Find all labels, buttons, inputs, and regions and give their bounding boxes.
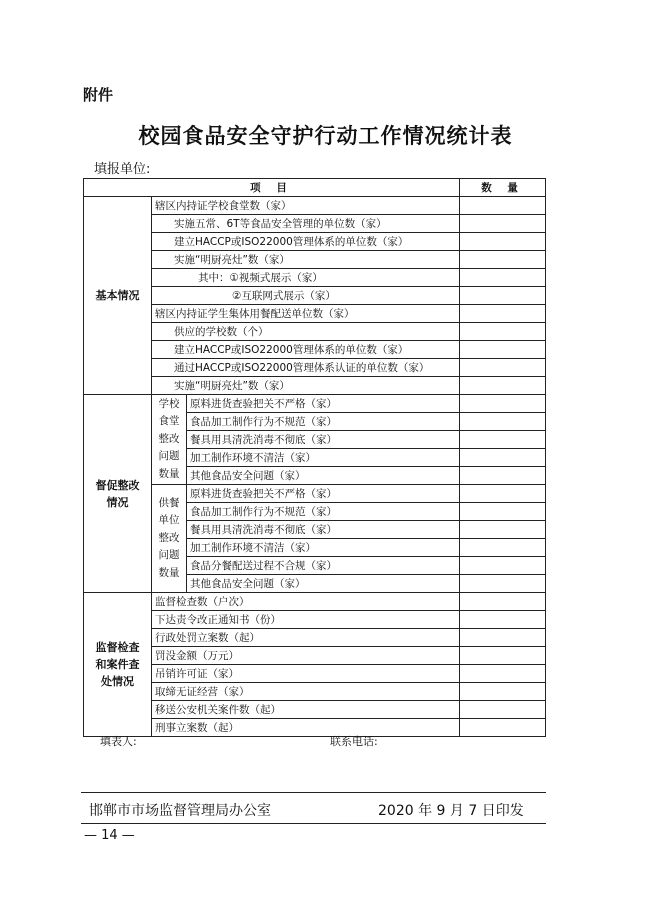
quantity-cell[interactable] [460, 233, 546, 251]
filler-label: 填表人: [100, 735, 137, 748]
table-row [84, 359, 546, 377]
table-row [84, 395, 546, 413]
row-label: 实施“明厨亮灶”数（家） [152, 377, 460, 395]
footer-top-rule [81, 792, 546, 793]
quantity-cell[interactable] [460, 467, 546, 485]
quantity-cell[interactable] [460, 521, 546, 539]
quantity-cell[interactable] [460, 593, 546, 611]
table-row [84, 683, 546, 701]
row-label: 建立HACCP或ISO22000管理体系的单位数（家） [152, 341, 460, 359]
table-row [84, 341, 546, 359]
column-header-item: 项 目 [84, 179, 460, 197]
quantity-cell[interactable] [460, 647, 546, 665]
row-label: 原料进货查验把关不严格（家） [187, 395, 460, 413]
phone-label: 联系电话: [330, 735, 378, 748]
row-label: 其他食品安全问题（家） [187, 467, 460, 485]
row-label: 实施“明厨亮灶”数（家） [152, 251, 460, 269]
row-label: 餐具用具清洗消毒不彻底（家） [187, 431, 460, 449]
quantity-cell[interactable] [460, 197, 546, 215]
statistics-table [83, 178, 546, 737]
table-row [84, 323, 546, 341]
quantity-cell[interactable] [460, 323, 546, 341]
table-row [84, 197, 546, 215]
quantity-cell[interactable] [460, 701, 546, 719]
row-label: 食品加工制作行为不规范（家） [187, 503, 460, 521]
table-row [84, 701, 546, 719]
section-label-line: 情况 [106, 495, 129, 509]
quantity-cell[interactable] [460, 575, 546, 593]
row-label: 食品加工制作行为不规范（家） [187, 413, 460, 431]
quantity-cell[interactable] [460, 377, 546, 395]
row-label: 食品分餐配送过程不合规（家） [187, 557, 460, 575]
row-label: 辖区内持证学校食堂数（家） [152, 197, 460, 215]
page-number: — 14 — [84, 828, 135, 843]
quantity-cell[interactable] [460, 251, 546, 269]
issuing-office: 邯郸市市场监督管理局办公室 [89, 803, 271, 819]
table-row [84, 611, 546, 629]
row-label: 建立HACCP或ISO22000管理体系的单位数（家） [152, 233, 460, 251]
row-label: ②互联网式展示（家） [152, 287, 460, 305]
quantity-cell[interactable] [460, 719, 546, 737]
row-label: 加工制作环境不清洁（家） [187, 449, 460, 467]
table-row [84, 593, 546, 611]
table-row [84, 269, 546, 287]
fill-unit-label: 填报单位: [94, 162, 151, 177]
table-row [84, 305, 546, 323]
row-label: 原料进货查验把关不严格（家） [187, 485, 460, 503]
section-label-line: 处情况 [101, 675, 134, 688]
row-label: 供应的学校数（个） [152, 323, 460, 341]
quantity-cell[interactable] [460, 395, 546, 413]
table-header-row [84, 179, 546, 197]
table-row [84, 719, 546, 737]
row-label: 下达责令改正通知书（份） [152, 611, 460, 629]
table-row [84, 629, 546, 647]
table-row [84, 251, 546, 269]
quantity-cell[interactable] [460, 269, 546, 287]
table-row [84, 647, 546, 665]
row-label: 其中：①视频式展示（家） [152, 269, 460, 287]
row-label: 监督检查数（户次） [152, 593, 460, 611]
section-label-line: 督促整改 [95, 478, 140, 492]
page-title: 校园食品安全守护行动工作情况统计表 [138, 124, 513, 148]
quantity-cell[interactable] [460, 611, 546, 629]
attachment-label: 附件 [83, 86, 114, 104]
quantity-cell[interactable] [460, 305, 546, 323]
subgroup-label-school-canteen: 学校 食堂 整改 问题 数量 [152, 395, 187, 485]
print-date: 2020 年 9 月 7 日印发 [378, 803, 524, 819]
row-label: 通过HACCP或ISO22000管理体系认证的单位数（家） [152, 359, 460, 377]
quantity-cell[interactable] [460, 341, 546, 359]
row-label: 实施五常、6T等食品安全管理的单位数（家） [152, 215, 460, 233]
table-row [84, 377, 546, 395]
subgroup-label-meal-supplier: 供餐 单位 整改 问题 数量 [152, 485, 187, 593]
section-label-rectification [84, 395, 152, 593]
quantity-cell[interactable] [460, 449, 546, 467]
quantity-cell[interactable] [460, 503, 546, 521]
quantity-cell[interactable] [460, 413, 546, 431]
row-label: 行政处罚立案数（起） [152, 629, 460, 647]
footer-bottom-rule [81, 823, 546, 824]
row-label: 取缔无证经营（家） [152, 683, 460, 701]
table-row [84, 215, 546, 233]
quantity-cell[interactable] [460, 359, 546, 377]
row-label: 餐具用具清洗消毒不彻底（家） [187, 521, 460, 539]
row-label: 刑事立案数（起） [152, 719, 460, 737]
section-label-line: 监督检查 [95, 641, 140, 654]
row-label: 移送公安机关案件数（起） [152, 701, 460, 719]
section-label-basic: 基本情况 [84, 197, 152, 395]
quantity-cell[interactable] [460, 485, 546, 503]
section-label-line: 和案件查 [95, 658, 140, 671]
quantity-cell[interactable] [460, 431, 546, 449]
quantity-cell[interactable] [460, 629, 546, 647]
row-label: 罚没金额（万元） [152, 647, 460, 665]
table-row [84, 233, 546, 251]
column-header-quantity: 数 量 [460, 179, 546, 197]
quantity-cell[interactable] [460, 683, 546, 701]
row-label: 辖区内持证学生集体用餐配送单位数（家） [152, 305, 460, 323]
row-label: 吊销许可证（家） [152, 665, 460, 683]
quantity-cell[interactable] [460, 215, 546, 233]
section-label-inspection [84, 593, 152, 737]
row-label: 加工制作环境不清洁（家） [187, 539, 460, 557]
quantity-cell[interactable] [460, 539, 546, 557]
table-row [84, 287, 546, 305]
quantity-cell[interactable] [460, 557, 546, 575]
table-row [84, 665, 546, 683]
quantity-cell[interactable] [460, 665, 546, 683]
quantity-cell[interactable] [460, 287, 546, 305]
table-row [84, 485, 546, 503]
row-label: 其他食品安全问题（家） [187, 575, 460, 593]
